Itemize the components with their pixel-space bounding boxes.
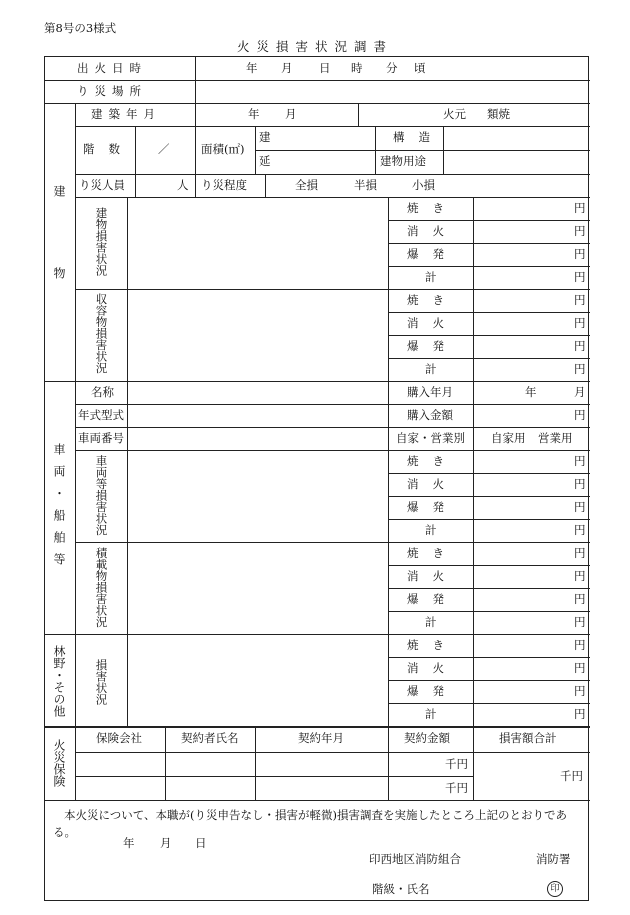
area-label: 面積(㎡) [201, 142, 245, 156]
building-section-label: 建物 [52, 185, 66, 349]
vehicle-section-label: 車両・船舶等 [52, 443, 66, 575]
structure-label: 構造 [393, 130, 444, 144]
f-total-label: 計 [425, 707, 437, 721]
contents-damage-label: 収容物損害状況 [94, 293, 109, 374]
b1-extinguish-yen: 円 [574, 224, 586, 238]
degree-half: 半損 [354, 178, 377, 192]
b1-explosion-label: 爆発 [407, 247, 458, 261]
purchase-price-label: 購入金額 [407, 408, 453, 422]
contract-amount-label: 契約金額 [404, 731, 450, 745]
f-extinguish-yen: 円 [574, 661, 586, 675]
f-explosion-yen: 円 [574, 684, 586, 698]
cargo-damage-label: 積載物損害状況 [94, 547, 109, 628]
fire-minute-unit: 分 [386, 61, 398, 75]
v2-explosion-yen: 円 [574, 592, 586, 606]
v1-explosion-label: 爆発 [407, 500, 458, 514]
v2-total-yen: 円 [574, 615, 586, 629]
building-use-label: 建物用途 [380, 154, 426, 168]
form-title: 火災損害状況調書 [236, 39, 393, 54]
b2-extinguish-label: 消火 [407, 316, 458, 330]
declaration-text: 本火災について、本職が(り災申告なし・損害が軽微)損害調査を実施したところ上記のとおりである。 [53, 808, 568, 839]
fire-month-unit: 月 [281, 61, 293, 75]
date-day-unit: 日 [195, 836, 207, 850]
construction-month-unit: 月 [285, 107, 297, 121]
v1-explosion-yen: 円 [574, 500, 586, 514]
victims-unit: 人 [177, 178, 189, 192]
purchase-date-label: 購入年月 [407, 385, 453, 399]
b2-total-yen: 円 [574, 362, 586, 376]
construction-year-unit: 年 [248, 107, 260, 121]
degree-full: 全損 [295, 178, 318, 192]
b1-burn-label: 焼き [407, 201, 458, 215]
victims-label: り災人員 [79, 178, 125, 192]
vehicle-number-label: 車両番号 [78, 431, 124, 445]
use-private: 自家用 [491, 431, 526, 445]
v1-burn-yen: 円 [574, 454, 586, 468]
f-explosion-label: 爆発 [407, 684, 458, 698]
date-month-unit: 月 [160, 836, 172, 850]
date-year-unit: 年 [123, 836, 135, 850]
floors-slash: ／ [158, 142, 170, 156]
use-type-label: 自家・営業別 [396, 431, 465, 445]
contract-date-label: 契約年月 [298, 731, 344, 745]
b1-total-label: 計 [425, 270, 437, 284]
f-burn-label: 焼き [407, 638, 458, 652]
v1-total-label: 計 [425, 523, 437, 537]
v2-total-label: 計 [425, 615, 437, 629]
fire-hour-unit: 時 [351, 61, 363, 75]
b2-explosion-yen: 円 [574, 339, 586, 353]
degree-small: 小損 [412, 178, 435, 192]
b1-explosion-yen: 円 [574, 247, 586, 261]
area-total-label: 延 [259, 154, 271, 168]
b1-extinguish-label: 消火 [407, 224, 458, 238]
v1-extinguish-label: 消火 [407, 477, 458, 491]
damage-degree-label: り災程度 [201, 178, 247, 192]
fire-datetime-label: 出火日時 [77, 61, 147, 75]
v2-burn-label: 焼き [407, 546, 458, 560]
form-number: 第8号の3様式 [44, 21, 117, 35]
purchase-month-unit: 月 [574, 385, 586, 399]
damage-report-form [44, 56, 589, 901]
fire-approx-unit: 頃 [414, 61, 426, 75]
construction-date-label: 建築年月 [91, 107, 161, 121]
b2-burn-yen: 円 [574, 293, 586, 307]
v1-extinguish-yen: 円 [574, 477, 586, 491]
area-build-label: 建 [259, 130, 271, 144]
damage-total-thousand-yen: 千円 [560, 769, 583, 783]
insurance-company-label: 保険会社 [96, 731, 142, 745]
contract1-thousand-yen: 千円 [445, 757, 468, 771]
fire-year-unit: 年 [246, 61, 258, 75]
origin-label: 火元 [443, 107, 466, 121]
v2-extinguish-yen: 円 [574, 569, 586, 583]
building-damage-label: 建物損害状況 [94, 207, 109, 276]
f-extinguish-label: 消火 [407, 661, 458, 675]
spread-label: 類焼 [487, 107, 510, 121]
vehicle-damage-label: 車両等損害状況 [94, 455, 109, 536]
vehicle-model-label: 年式型式 [78, 408, 124, 422]
insurance-section-label: 火災保険 [52, 739, 66, 787]
b1-burn-yen: 円 [574, 201, 586, 215]
fire-station-label: 消防署 [536, 852, 571, 866]
b2-total-label: 計 [425, 362, 437, 376]
fire-day-unit: 日 [319, 61, 331, 75]
b2-burn-label: 焼き [407, 293, 458, 307]
purchase-price-yen: 円 [574, 408, 586, 422]
forest-section-label: 林野・その他 [52, 645, 66, 717]
v2-burn-yen: 円 [574, 546, 586, 560]
b2-extinguish-yen: 円 [574, 316, 586, 330]
seal-icon: 印 [547, 881, 563, 897]
purchase-year-unit: 年 [525, 385, 537, 399]
use-business: 営業用 [538, 431, 573, 445]
b1-total-yen: 円 [574, 270, 586, 284]
floors-label: 階数 [83, 142, 134, 156]
b2-explosion-label: 爆発 [407, 339, 458, 353]
v1-total-yen: 円 [574, 523, 586, 537]
vehicle-name-label: 名称 [91, 385, 114, 399]
v2-extinguish-label: 消火 [407, 569, 458, 583]
contract2-thousand-yen: 千円 [445, 781, 468, 795]
v2-explosion-label: 爆発 [407, 592, 458, 606]
contractor-label: 契約者氏名 [181, 731, 239, 745]
damage-total-label: 損害額合計 [499, 731, 557, 745]
organization-name: 印西地区消防組合 [369, 852, 461, 866]
v1-burn-label: 焼き [407, 454, 458, 468]
forest-damage-label: 損害状況 [94, 659, 109, 705]
f-total-yen: 円 [574, 707, 586, 721]
f-burn-yen: 円 [574, 638, 586, 652]
rank-name-label: 階級・氏名 [372, 882, 430, 896]
fire-location-label: り災場所 [77, 84, 147, 98]
